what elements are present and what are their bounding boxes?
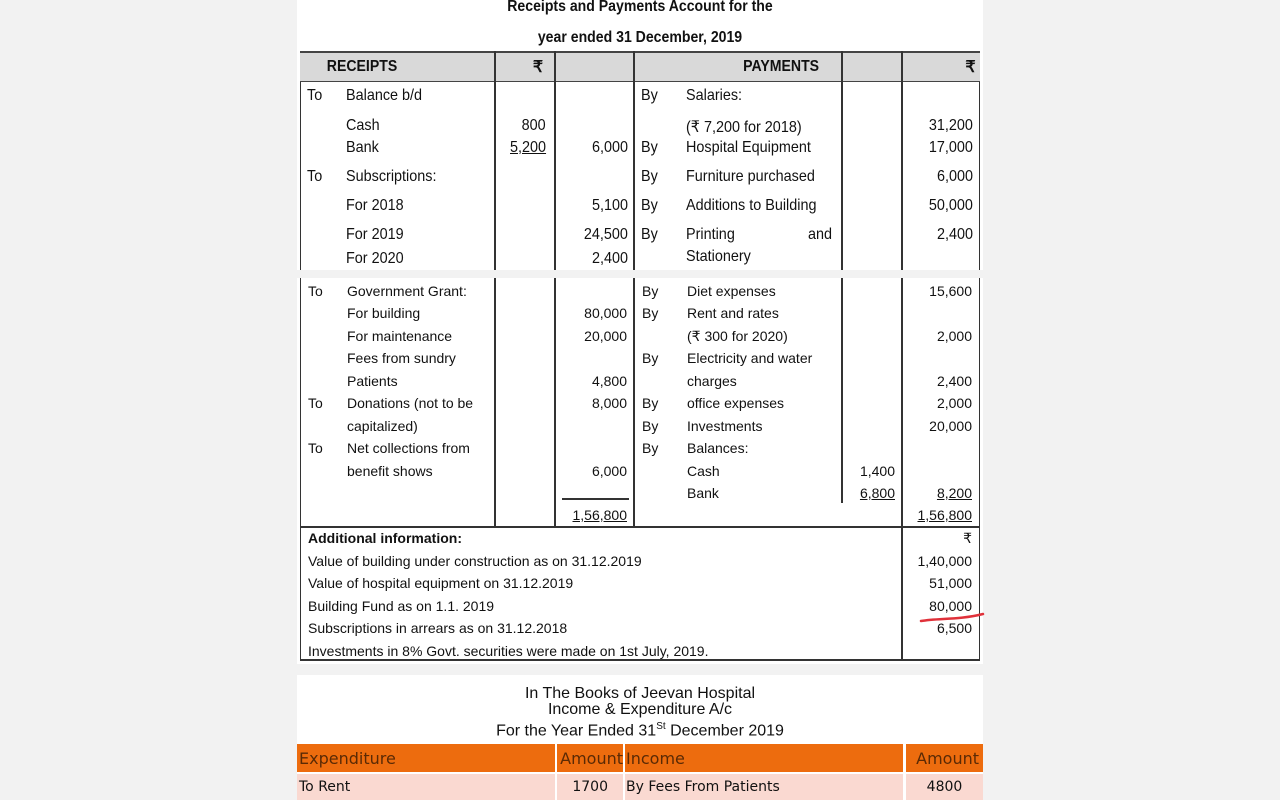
ie-row-exp-amount: 1700 bbox=[557, 774, 623, 800]
payments-header: PAYMENTS bbox=[633, 51, 841, 82]
ie-row-income: By Fees From Patients bbox=[625, 774, 903, 800]
payments-currency-header: ₹ bbox=[901, 51, 980, 82]
receipt-government-grant: Government Grant: bbox=[347, 283, 467, 299]
receipts-currency-header: ₹ bbox=[494, 51, 554, 82]
ie-row-expenditure: To Rent bbox=[297, 774, 555, 800]
ie-title-line1: In The Books of Jeevan Hospital bbox=[524, 685, 756, 702]
ie-title-line2: Income & Expenditure A/c bbox=[547, 701, 733, 718]
receipts-payments-upper bbox=[297, 0, 983, 270]
ie-title-line3: For the Year Ended 31St December 2019 bbox=[496, 721, 784, 740]
receipts-header: RECEIPTS bbox=[300, 51, 494, 82]
receipt-balance-bd: Balance b/d bbox=[346, 87, 423, 104]
receipts-total: 1,56,800 bbox=[572, 507, 627, 523]
additional-info-heading: Additional information: bbox=[308, 530, 462, 546]
amount-right-header: Amount bbox=[906, 744, 983, 772]
red-underline-annotation bbox=[919, 611, 985, 625]
payment-salaries: Salaries: bbox=[686, 87, 743, 104]
building-fund-value: 80,000 bbox=[929, 598, 972, 614]
account-title-line1: Receipts and Payments Account for the bbox=[507, 0, 773, 15]
expenditure-header: Expenditure bbox=[297, 744, 555, 772]
ie-row-inc-amount: 4800 bbox=[906, 774, 983, 800]
income-expenditure-section bbox=[297, 675, 983, 800]
amount-left-header: Amount bbox=[557, 744, 623, 772]
account-title-line2: year ended 31 December, 2019 bbox=[537, 29, 743, 46]
additional-info-currency: ₹ bbox=[963, 530, 972, 546]
receipts-payments-lower: To Government Grant: For building 80,000 For maintenance 20,000 Fees from sundry Patients 4,800 To Donations (not to be 8,000 capitalized) To Net collections from benefit shows 6,000 1,56,800 By Diet expenses 15,600 By Rent and rates (₹ 300 for 2020) 2,000 By Electricity and water charges 2,400 By office expenses 2,000 By Investments 20,000 By Balances: Cash 1,400 Bank 6,800 8,200 1,56,800 Additional information: ₹ Value of building under construction as on 31.12.2019 1,40,000 Value of hospital equipment on 31.12.2019 51,000 Building Fund as on 1.1. 2019 80,000 Subscriptions in arrears as on 31.12.2018 6,500 Investments in 8% Govt. securities were made on 1st July, 2019. bbox=[297, 278, 983, 664]
receipt-subscriptions: Subscriptions: bbox=[346, 168, 437, 185]
receipts-payments-table: RECEIPTS ₹ PAYMENTS ₹ To Balance b/d Cash 800 Bank 5,200 6,000 To Subscriptions: For 2018 5,100 For 2019 24,500 For 2020 2,400 By Salaries: (₹ 7,200 for 2018) 31,200 By Hospital Equipment 17,000 By Furniture purchased 6,000 By Additions to Building 50,000 By Printing and 2,400 Stationery bbox=[300, 51, 980, 270]
income-header: Income bbox=[625, 744, 903, 772]
payments-total: 1,56,800 bbox=[917, 507, 972, 523]
